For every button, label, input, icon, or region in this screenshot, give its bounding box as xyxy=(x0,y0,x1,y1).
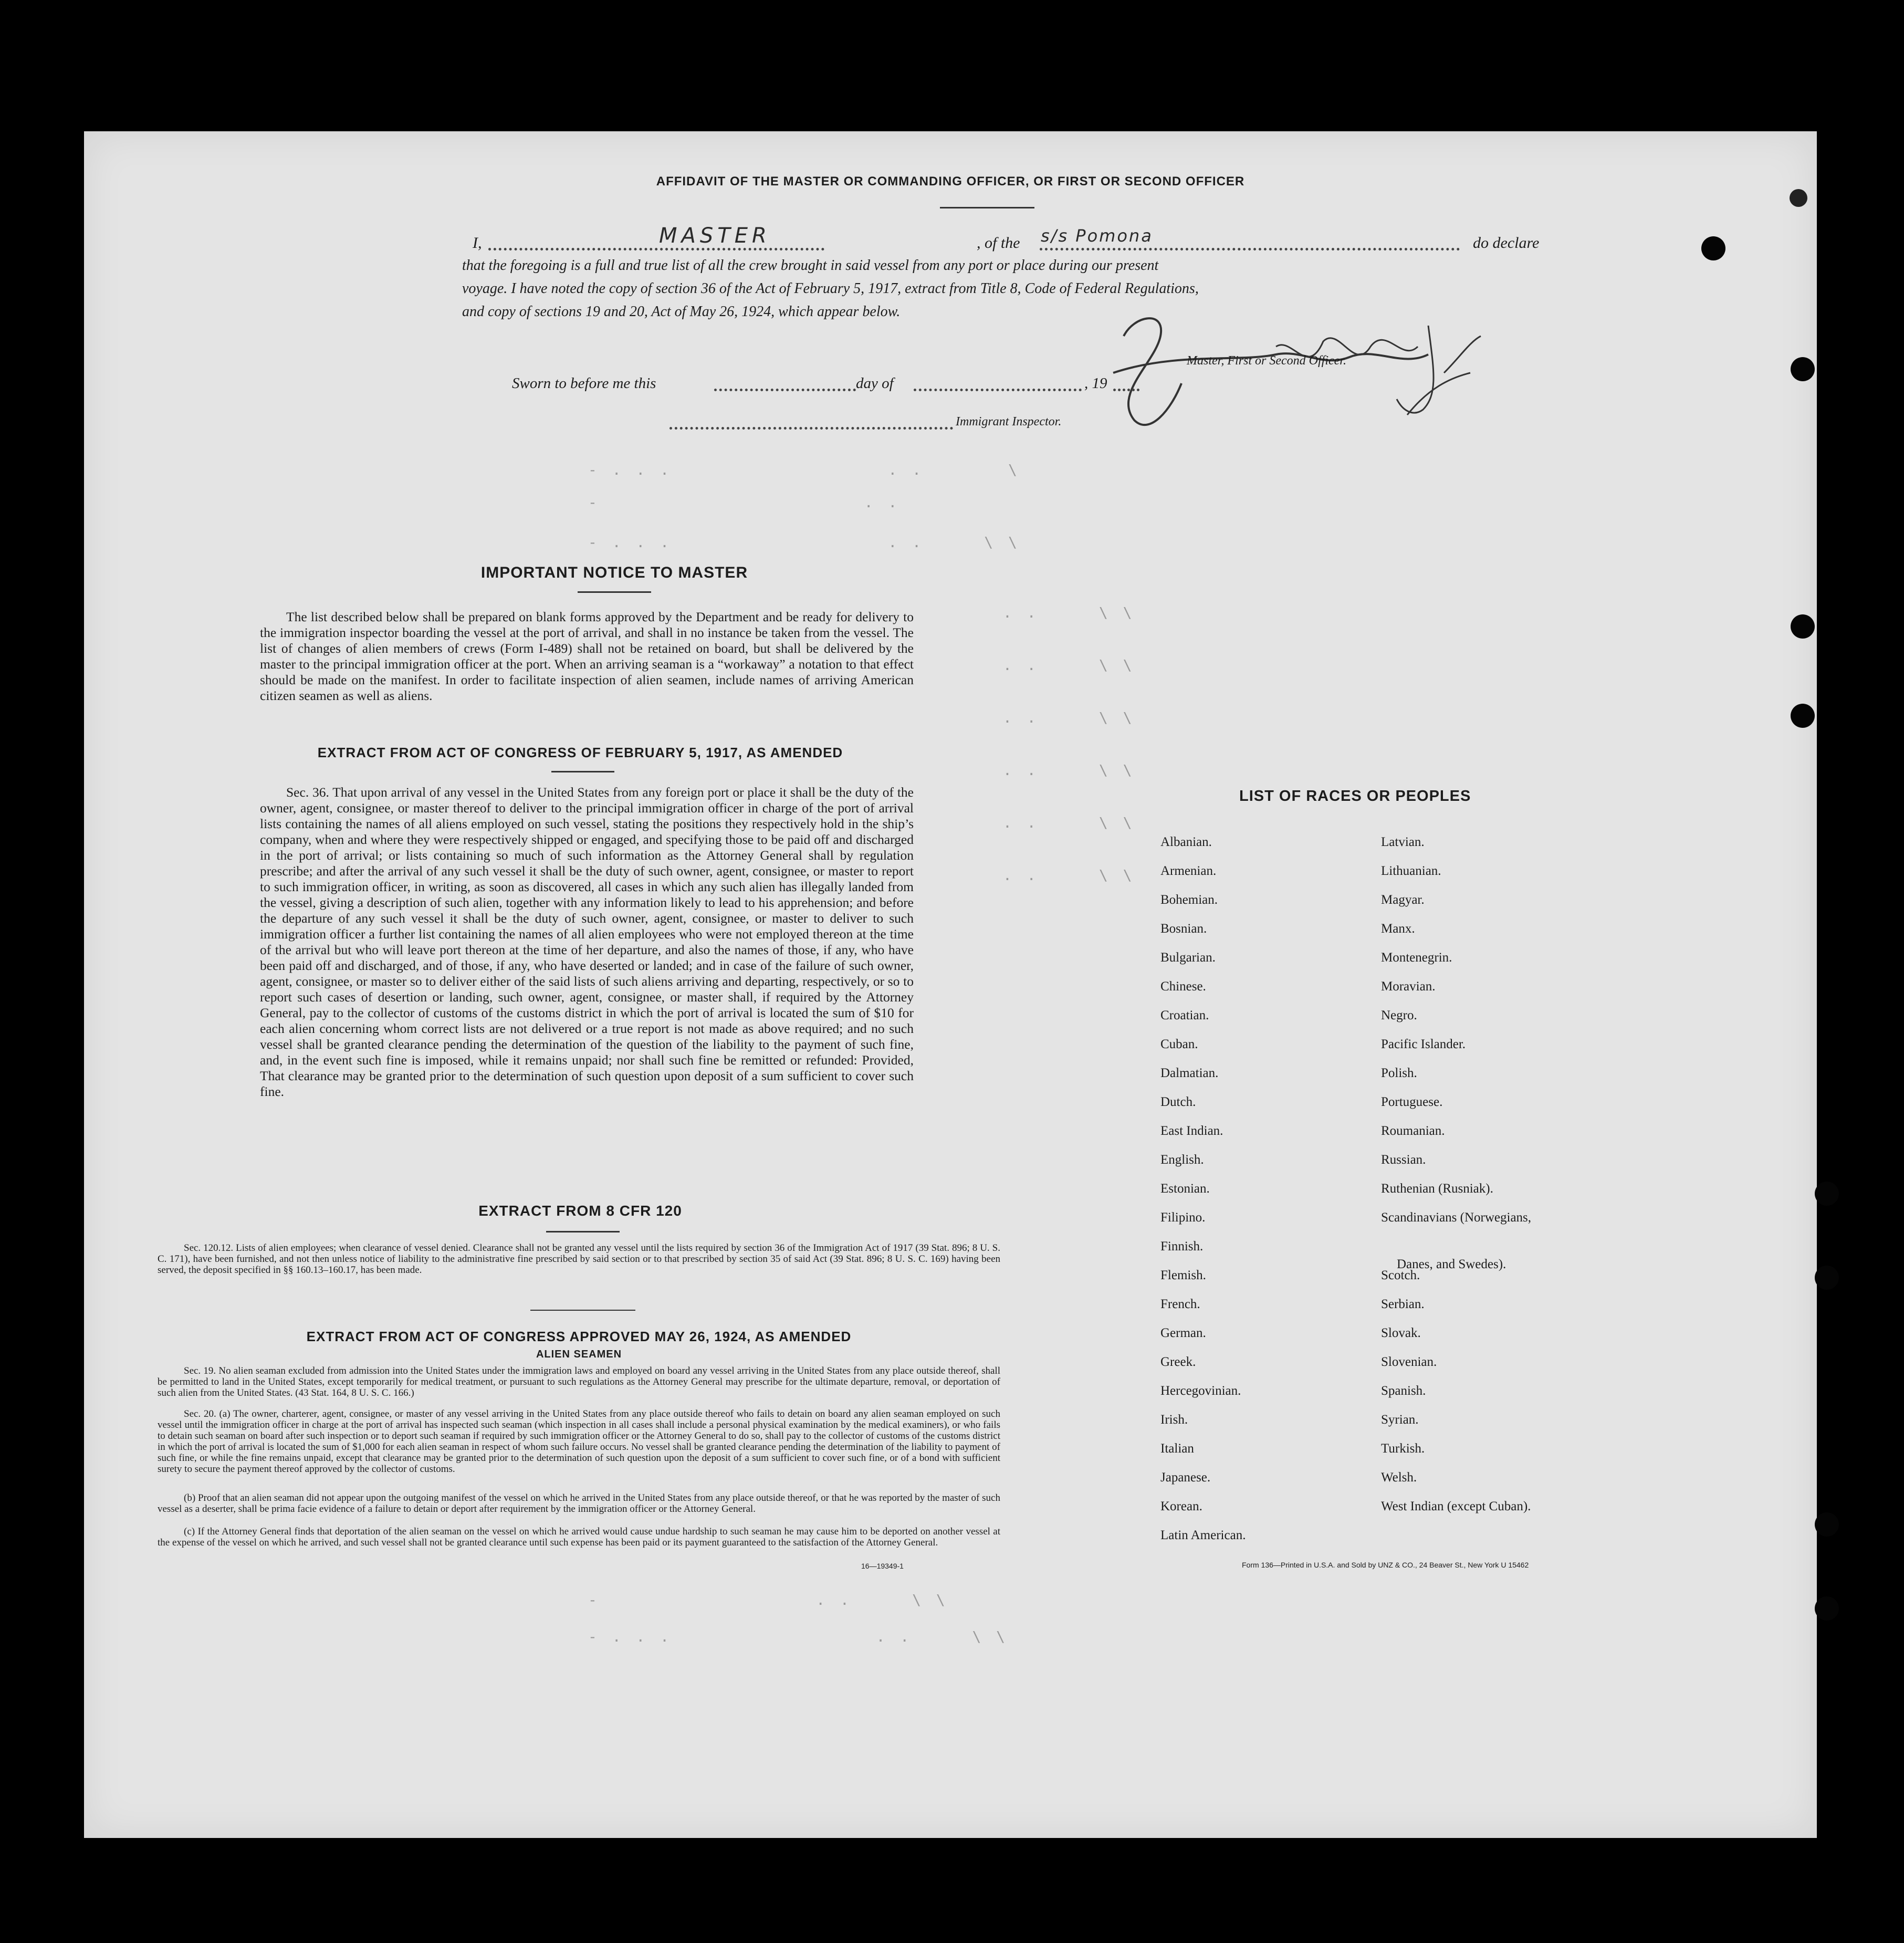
race-item: Turkish. xyxy=(1381,1441,1425,1456)
bleed-through-marks-11: - . . . . . \ \ xyxy=(588,1628,1009,1645)
bleed-through-marks-8: . . \ \ xyxy=(1003,814,1135,831)
race-item: Irish. xyxy=(1160,1413,1188,1427)
bleed-through-marks-6: . . \ \ xyxy=(1003,709,1135,726)
race-item: English. xyxy=(1160,1153,1204,1167)
race-item: Slovak. xyxy=(1381,1326,1421,1340)
race-item: Filipino. xyxy=(1160,1210,1206,1225)
name-line xyxy=(488,248,824,250)
race-item: Armenian. xyxy=(1160,864,1217,878)
race-item: Russian. xyxy=(1381,1153,1426,1167)
race-item: Lithuanian. xyxy=(1381,864,1441,878)
form-code: 16—19349-1 xyxy=(861,1562,904,1570)
race-item: Scotch. xyxy=(1381,1268,1420,1282)
bleed-through-marks-2: - . . xyxy=(588,494,901,511)
extract-cfr-bottom-rule xyxy=(530,1310,635,1311)
inspector-line xyxy=(669,427,953,430)
sworn-year-line xyxy=(1113,389,1139,391)
race-item: Flemish. xyxy=(1160,1268,1206,1282)
i-label: I, xyxy=(473,234,482,252)
vessel-line xyxy=(1040,248,1460,250)
race-item: Pacific Islander. xyxy=(1381,1037,1466,1051)
extract-1917-rule xyxy=(551,771,614,772)
race-item: Hercegovinian. xyxy=(1160,1384,1241,1398)
vessel-value: s/s Pomona xyxy=(1041,226,1153,246)
race-item: Latvian. xyxy=(1381,835,1425,849)
race-item: Korean. xyxy=(1160,1499,1202,1513)
extract-1924-para-2: Sec. 20. (a) The owner, charterer, agent, consignee, or master of any vessel arriving in the United States from any place outside thereof who fails to detain on board any alien seaman employed on such vessel until the immigration officer in charge at the port of arrival has inspected such seaman (which inspection in all cases shall include a personal physical examination by the medical examiners), or who fails to detain such seaman on board after such inspection or to deport such seaman if required by such immigration officer or the Attorney General to do so, shall pay to the collector of customs of the customs district in which the port of arrival is located the sum of $1,000 for each alien seaman in respect of whom such failure occurs. No vessel shall be granted clearance pending the determination of the liability to payment of such fine, or while the fine remains unpaid, except that clearance may be granted prior to the determination of such question upon the deposit of a sum sufficient to cover such fine, or of a bond with sufficient surety to secure the payment thereof approved by the collector of customs. xyxy=(158,1408,1000,1475)
race-item: Finnish. xyxy=(1160,1239,1204,1253)
extract-cfr-text: Sec. 120.12. Lists of alien employees; when clearance of vessel denied. Clearance shall not be granted any vessel until the lists required by section 36 of the Immigration Act of 1917 (39 Stat. 896; 8 U. S. C. 171), have been furnished, and not then unless notice of liability to the administrative fine prescribed by said section or to that prescribed by section 35 of said Act (39 Stat. 896; 8 U. S. C. 169) having been served, the deposit specified in §§ 160.13–160.17, has been made. xyxy=(158,1242,1000,1276)
race-item: Scandinavians (Norwegians, xyxy=(1381,1210,1532,1225)
binder-hole xyxy=(1701,236,1725,260)
race-item: German. xyxy=(1160,1326,1206,1340)
bleed-through-marks-4: . . \ \ xyxy=(1003,604,1135,621)
race-item: Negro. xyxy=(1381,1008,1417,1022)
year-label: , 19 xyxy=(1084,375,1107,392)
races-title: LIST OF RACES OR PEOPLES xyxy=(1239,788,1471,805)
race-item: West Indian (except Cuban). xyxy=(1381,1499,1531,1513)
notice-text: The list described below shall be prepared on blank forms approved by the Department and be ready for delivery to the immigration inspector boarding the vessel at the port of arrival, and shall in no instance be taken from the vessel. The list of changes of alien members of crews (Form I-489) shall not be retained on board, but shall be delivered by the master to the principal immigration officer at the port. When an arriving seaman is a “workaway” a notation to that effect should be made on the manifest. In order to facilitate inspection of alien seamen, include names of arriving American citizen seamen as well as aliens. xyxy=(260,609,914,703)
race-item: Roumanian. xyxy=(1381,1124,1445,1138)
race-item: Serbian. xyxy=(1381,1297,1425,1311)
race-item: Japanese. xyxy=(1160,1470,1211,1485)
sworn-day-line xyxy=(714,389,856,391)
inspector-caption: Immigrant Inspector. xyxy=(956,415,1062,429)
race-item: Greek. xyxy=(1160,1355,1196,1369)
extract-1917-text: Sec. 36. That upon arrival of any vessel in the United States from any foreign port or place it shall be the duty of the owner, agent, consignee, or master thereof to deliver to the principal immigration officer in charge of the port of arrival lists containing the names of all aliens employed on such vessel, stating the positions they respectively hold in the ship’s company, when and where they were respectively shipped or engaged, and specifying those to be paid off and discharged in the port of arrival; or lists containing so much of such information as the Attorney General shall by regulation prescribe; and after the arrival of any such vessel it shall be the duty of such owner, agent, consignee, or master to report to such immigration officer, in writing, as soon as discovered, all cases in which any such alien has illegally landed from the vessel, giving a description of such alien, together with any information likely to lead to his apprehension; and before the departure of any such vessel it shall be the duty of such owner, agent, consignee, or master to deliver to such immigration officer a further list containing the names of all alien employees who were not employed thereon at the time of the arrival but who will leave port thereon at the time of her departure, and also the names of those, if any, who have been paid off and discharged, and of those, if any, who have deserted or landed; and in case of the failure of such owner, agent, consignee, or master so to deliver either of the said lists of such aliens arriving and departing, respectively, or so to report such cases of desertion or landing, such owner, agent, consignee, or master shall, if required by the Attorney General, pay to the collector of customs of the customs district in which the port of arrival is located the sum of $10 for each alien concerning whom correct lists are not delivered or a true report is not made as above required; and no such vessel shall be granted clearance pending the determination of the question of the liability to the payment of such fine, and, in the event such fine is imposed, while it remains unpaid; nor shall such fine be remitted or refunded: Provided, That clearance may be granted prior to the determination of such question upon deposit of a sum sufficient to cover such fine. xyxy=(260,785,914,1099)
race-item: Portuguese. xyxy=(1381,1095,1443,1109)
notice-title: IMPORTANT NOTICE TO MASTER xyxy=(480,564,748,581)
extract-1924-para-3: (b) Proof that an alien seaman did not appear upon the outgoing manifest of the vessel on which he arrived in the United States from any place outside thereof, or that he was reported by the master of such vessel as a deserter, shall be prima facie evidence of a failure to detain or deport after requirement by the immigration officer or the Attorney General. xyxy=(158,1492,1000,1514)
sworn-label: Sworn to before me this xyxy=(512,375,656,392)
bleed-through-marks: - . . . . . \ xyxy=(588,461,1020,478)
affidavit-line-3: and copy of sections 19 and 20, Act of May 26, 1924, which appear below. xyxy=(462,304,901,320)
sworn-month-line xyxy=(914,389,1082,391)
race-item: Spanish. xyxy=(1381,1384,1426,1398)
race-item: Cuban. xyxy=(1160,1037,1198,1051)
extract-1917-title: EXTRACT FROM ACT OF CONGRESS OF FEBRUARY 5, 1917, AS AMENDED xyxy=(317,745,843,760)
day-of-label: day of xyxy=(856,375,894,392)
race-item: Moravian. xyxy=(1381,979,1436,994)
extract-cfr-title: EXTRACT FROM 8 CFR 120 xyxy=(478,1203,682,1219)
name-value: MASTER xyxy=(659,224,771,248)
race-item: Bohemian. xyxy=(1160,893,1218,907)
extract-1924-title: EXTRACT FROM ACT OF CONGRESS APPROVED MAY 26, 1924, AS AMENDED xyxy=(306,1329,852,1344)
race-item: Italian xyxy=(1160,1441,1194,1456)
binder-hole xyxy=(1791,357,1815,381)
race-item: Welsh. xyxy=(1381,1470,1417,1485)
race-item: Magyar. xyxy=(1381,893,1425,907)
of-the-label: , of the xyxy=(977,234,1020,252)
title-rule xyxy=(940,207,1034,208)
affidavit-line-1: that the foregoing is a full and true list of all the crew brought in said vessel from any port or place during our present xyxy=(462,257,1159,274)
race-item: East Indian. xyxy=(1160,1124,1223,1138)
declare-label: do declare xyxy=(1473,234,1540,252)
race-item: Bulgarian. xyxy=(1160,950,1216,965)
master-signature xyxy=(1103,305,1512,436)
race-item: Ruthenian (Rusniak). xyxy=(1381,1182,1493,1196)
binder-hole xyxy=(1791,704,1815,728)
extract-1924-para-4: (c) If the Attorney General finds that deportation of the alien seaman on the vessel on which he arrived would cause undue hardship to such seaman he may cause him to be deported on another vessel at the expense of the vessel on which he arrived, and such vessel shall not be granted clearance until such expense has been paid or its payment guaranteed to the satisfaction of the Attorney General. xyxy=(158,1526,1000,1548)
bleed-through-marks-5: . . \ \ xyxy=(1003,656,1135,674)
race-item: Danes, and Swedes). xyxy=(1397,1257,1507,1271)
binder-hole xyxy=(1815,1182,1839,1206)
document-page xyxy=(84,131,1817,1838)
signature-caption: Master, First or Second Officer. xyxy=(1187,354,1346,368)
binder-hole xyxy=(1815,1512,1839,1537)
bleed-through-marks-10: - . . \ \ xyxy=(588,1591,948,1608)
binder-hole xyxy=(1815,1596,1839,1621)
race-item: Manx. xyxy=(1381,922,1415,936)
race-item: French. xyxy=(1160,1297,1200,1311)
race-item: Syrian. xyxy=(1381,1413,1419,1427)
bleed-through-marks-7: . . \ \ xyxy=(1003,761,1135,779)
race-item: Dalmatian. xyxy=(1160,1066,1219,1080)
bleed-through-marks-3: - . . . . . \ \ xyxy=(588,534,1020,551)
extract-1924-para-1: Sec. 19. No alien seaman excluded from admission into the United States under the immigration laws and employed on board any vessel arriving in the United States from any place outside thereof, shall be permitted to land in the United States, except temporarily for medical treatment, or pursuant to such regulations as the Attorney General may prescribe for the ultimate departure, removal, or deportation of such alien from the United States. (43 Stat. 164, 8 U. S. C. 166.) xyxy=(158,1365,1000,1398)
binder-hole xyxy=(1790,189,1807,207)
notice-rule xyxy=(578,591,651,593)
race-item: Montenegrin. xyxy=(1381,950,1452,965)
race-item: Estonian. xyxy=(1160,1182,1210,1196)
race-item: Latin American. xyxy=(1160,1528,1246,1542)
race-item: Chinese. xyxy=(1160,979,1206,994)
race-item: Albanian. xyxy=(1160,835,1212,849)
bleed-through-marks-9: . . \ \ xyxy=(1003,866,1135,884)
binder-hole xyxy=(1815,1266,1839,1290)
extract-cfr-rule xyxy=(546,1231,620,1232)
race-item: Croatian. xyxy=(1160,1008,1209,1022)
binder-hole xyxy=(1791,614,1815,639)
affidavit-title: AFFIDAVIT OF THE MASTER OR COMMANDING OFFICER, OR FIRST OR SECOND OFFICER xyxy=(656,174,1245,189)
race-item: Bosnian. xyxy=(1160,922,1207,936)
affidavit-line-2: voyage. I have noted the copy of section 36 of the Act of February 5, 1917, extract from Title 8, Code of Federal Regulations, xyxy=(462,280,1199,297)
race-item: Dutch. xyxy=(1160,1095,1196,1109)
race-item: Polish. xyxy=(1381,1066,1417,1080)
printer-imprint: Form 136—Printed in U.S.A. and Sold by UNZ & CO., 24 Beaver St., New York U 15462 xyxy=(1242,1561,1529,1569)
race-item: Slovenian. xyxy=(1381,1355,1437,1369)
extract-1924-subtitle: ALIEN SEAMEN xyxy=(536,1349,622,1360)
